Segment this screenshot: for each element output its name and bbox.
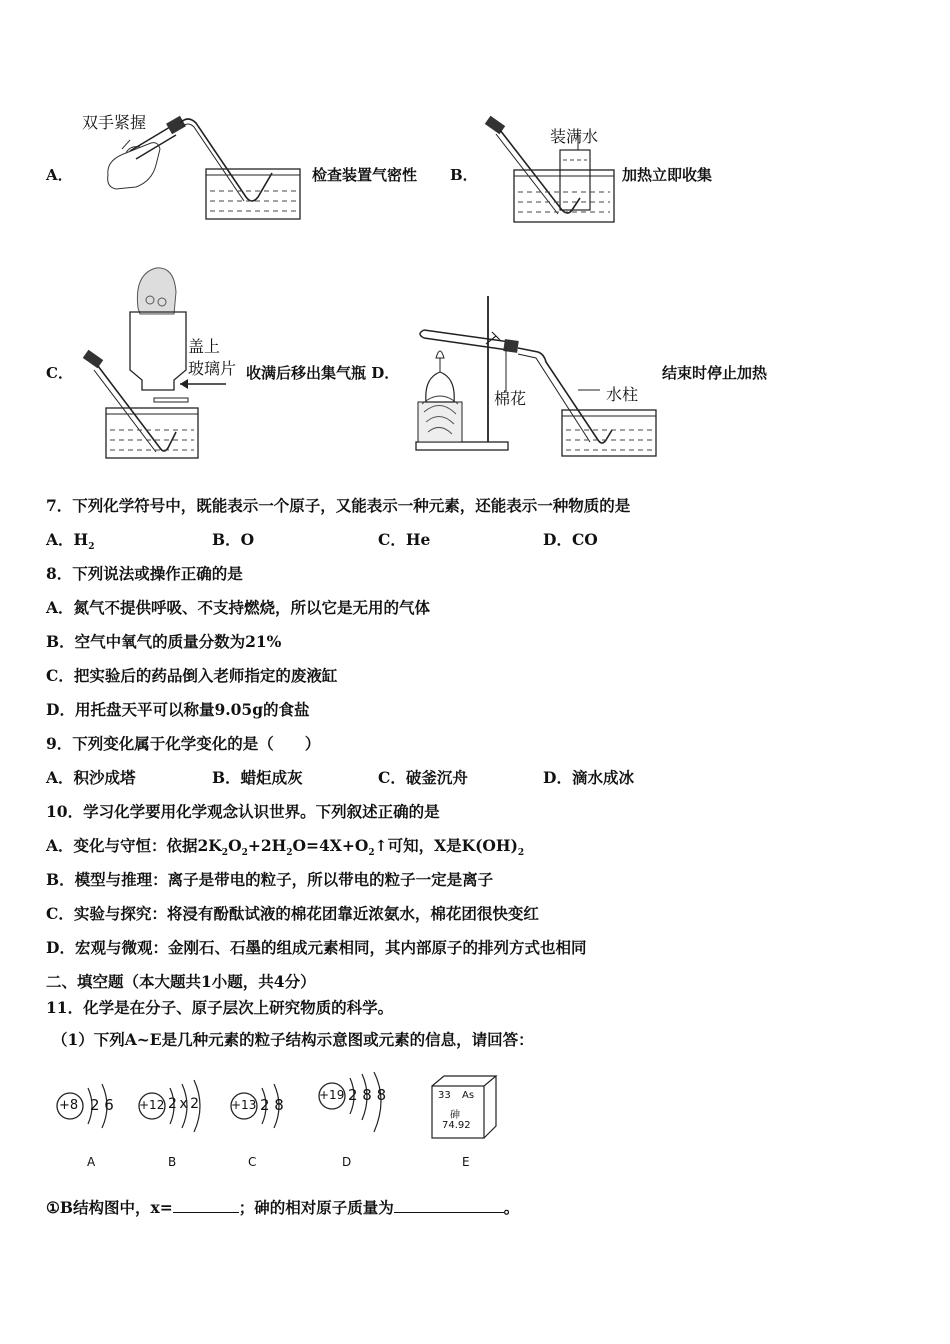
q8-option-c: C．把实验后的药品倒入老师指定的废液缸 — [46, 666, 338, 685]
answer-blank-mass[interactable] — [394, 1198, 504, 1213]
q9-option-d: D．滴水成冰 — [543, 768, 634, 787]
atom-diagram-d: +19 2 8 8 — [316, 1072, 406, 1138]
callout-filled-with-water: 装满水 — [550, 127, 599, 146]
callout-hold-tightly: 双手紧握 — [82, 113, 147, 132]
q11-stem: 11．化学是在分子、原子层次上研究物质的科学。 — [46, 998, 394, 1017]
apparatus-b-collect — [480, 110, 620, 225]
q8-option-b: B．空气中氧气的质量分数为21% — [46, 632, 282, 651]
callout-cotton: 棉花 — [494, 389, 527, 408]
atom-diagram-b: +12 2 x 2 — [136, 1076, 216, 1136]
section-2-heading: 二、填空题（本大题共1小题，共4分） — [46, 972, 316, 991]
q8-stem: 8．下列说法或操作正确的是 — [46, 564, 243, 583]
apparatus-c-remove-bottle — [76, 262, 236, 462]
element-tile-arsenic: 33 As 砷 74.92 — [430, 1074, 500, 1140]
q7-option-c: C．He — [378, 530, 431, 549]
diagram-label-d: D — [342, 1155, 352, 1169]
diagram-label-b: B — [168, 1155, 177, 1169]
caption-remove-bottle: 收满后移出集气瓶 D． — [246, 364, 400, 382]
callout-cover: 盖上 — [188, 337, 221, 356]
diagram-label-a: A — [87, 1155, 96, 1169]
answer-blank-x[interactable] — [173, 1198, 239, 1213]
q11-sub1: ①B结构图中，x= ；砷的相对原子质量为 。 — [46, 1198, 520, 1217]
diagram-label-c: C — [248, 1155, 257, 1169]
q9-stem: 9．下列变化属于化学变化的是（ ） — [46, 734, 321, 753]
option-a-letter: A． — [46, 166, 73, 184]
apparatus-d-stop-heating — [412, 292, 662, 460]
option-b-letter: B． — [450, 166, 478, 184]
atom-diagram-c: +13 2 8 — [228, 1076, 298, 1136]
q9-option-a: A．积沙成塔 — [46, 768, 136, 787]
callout-glass-slide: 玻璃片 — [188, 359, 237, 378]
q10-option-c: C．实验与探究：将浸有酚酞试液的棉花团靠近浓氨水，棉花团很快变红 — [46, 904, 539, 923]
caption-heat-collect: 加热立即收集 — [622, 166, 713, 184]
q7-option-b: B．O — [212, 530, 255, 549]
q7-stem: 7．下列化学符号中，既能表示一个原子，又能表示一种元素，还能表示一种物质的是 — [46, 496, 631, 515]
q10-option-b: B．模型与推理：离子是带电的粒子，所以带电的粒子一定是离子 — [46, 870, 494, 889]
option-c-letter: C． — [46, 364, 73, 382]
caption-check-airtightness: 检查装置气密性 — [312, 166, 418, 184]
q9-option-b: B．蜡炬成灰 — [212, 768, 303, 787]
atom-diagram-a: +8 2 6 — [54, 1076, 124, 1136]
q11-part1: （1）下列A~E是几种元素的粒子结构示意图或元素的信息，请回答： — [52, 1030, 534, 1049]
q9-option-c: C．破釜沉舟 — [378, 768, 468, 787]
diagram-label-e: E — [462, 1155, 470, 1169]
q7-option-a: A．$H_2$ — [46, 530, 95, 553]
q7-option-d: D．CO — [543, 530, 598, 549]
q8-option-d: D．用托盘天平可以称量9.05g的食盐 — [46, 700, 310, 719]
q10-option-a: A．变化与守恒：依据$2K_2O_2+2H_2O=4X+O_2↑$可知，X是$K(OH)_2$ — [46, 836, 525, 859]
caption-stop-heating: 结束时停止加热 — [662, 364, 768, 382]
q10-stem: 10．学习化学要用化学观念认识世界。下列叙述正确的是 — [46, 802, 440, 821]
apparatus-a-airtightness — [96, 105, 306, 225]
q10-option-d: D．宏观与微观：金刚石、石墨的组成元素相同，其内部原子的排列方式也相同 — [46, 938, 587, 957]
q8-option-a: A．氮气不提供呼吸、不支持燃烧，所以它是无用的气体 — [46, 598, 431, 617]
callout-water-column: 水柱 — [606, 385, 639, 404]
